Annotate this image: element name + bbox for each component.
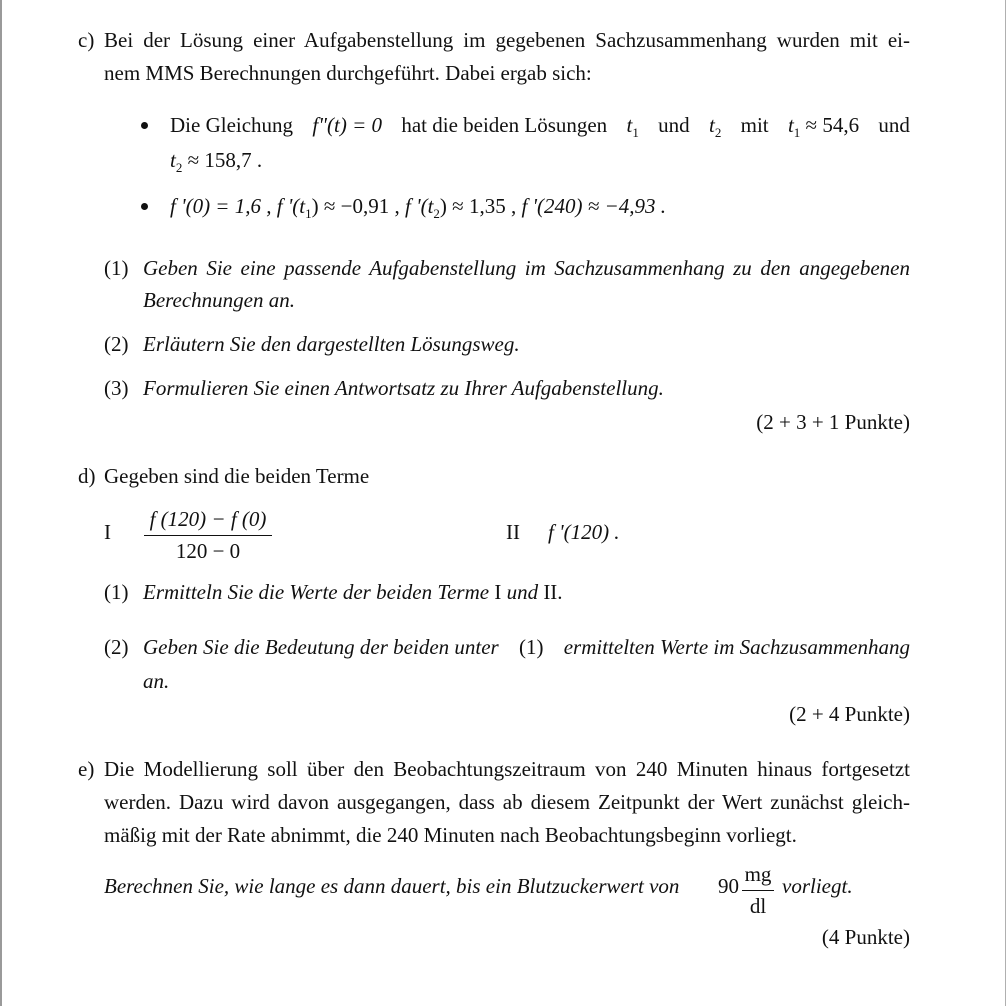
d-task-1-num: (1) xyxy=(104,580,129,604)
d-task-2-line2: an. xyxy=(143,669,170,693)
d-task-1-line: Ermitteln Sie die Werte der beiden Terme I und II. xyxy=(143,580,563,604)
unit-mg-per-dl xyxy=(742,862,774,919)
part-c-intro-line2: nem MMS Berechnungen durchgeführt. Dabei ergab sich: xyxy=(104,61,592,85)
part-e-points: (4 Punkte) xyxy=(821,925,910,949)
c-task-1-line1: Geben Sie eine passende Aufgabenstellung im Sachzusammenhang zu den angegebenen xyxy=(143,256,910,280)
c-task-1-line2: Berechnungen an. xyxy=(143,288,296,312)
term-1-fraction xyxy=(144,507,272,564)
t2-symbol: $t_2$ xyxy=(708,113,722,140)
bullet-2-line: f '(0) = 1,6 , f '$(t_1) \approx -0,91$ , f '$(t_2) \approx 1,35$ , f '(240) ≈ −4,93 . xyxy=(170,194,666,221)
d-task-2-line1: Geben Sie die Bedeutung der beiden unter (1) ermittelten Werte im Sachzusammenhang xyxy=(143,635,910,659)
part-c-points: (2 + 3 + 1 Punkte) xyxy=(756,410,910,434)
unit-numerator: mg xyxy=(744,862,772,886)
bullet-1-line1 xyxy=(170,113,910,140)
d-task-2-num: (2) xyxy=(104,635,129,659)
bullet-1-und-2: und xyxy=(878,113,910,137)
bullet-1-line2: $t_2 \approx 158,7$ . xyxy=(170,148,263,175)
part-d-label: d) xyxy=(78,464,96,488)
bullet-1-und-1: und xyxy=(658,113,690,137)
t1-symbol: $t_1$ xyxy=(626,113,639,140)
e-task-text-b: vorliegt. xyxy=(782,874,853,898)
c-task-3-num: (3) xyxy=(104,376,129,400)
part-e-label: e) xyxy=(78,757,95,781)
c-task-2-num: (2) xyxy=(104,332,129,356)
term-2: f '(120) . xyxy=(548,520,620,544)
bullet-1-text-b: hat die beiden Lösungen xyxy=(401,113,608,137)
term-1-denominator: 120 − 0 xyxy=(144,535,272,564)
c-task-3-line1: Formulieren Sie einen Antwortsatz zu Ihrer Aufgabenstellung. xyxy=(143,376,664,400)
t1-value: $t_1 \approx 54,6$ xyxy=(787,113,860,140)
unit-denominator: dl xyxy=(742,890,774,919)
bullet-2-dot xyxy=(141,203,148,210)
term-2-label: II xyxy=(506,520,520,544)
term-1-numerator: f (120) − f (0) xyxy=(149,507,267,531)
c-task-1-num: (1) xyxy=(104,256,129,280)
e-task-text-a: Berechnen Sie, wie lange es dann dauert, bis ein Blutzuckerwert von xyxy=(104,874,680,898)
e-task-value: 90 xyxy=(718,874,739,898)
part-e-line3: mäßig mit der Rate abnimmt, die 240 Minuten nach Beobachtungsbeginn vorliegt. xyxy=(104,823,797,847)
part-e-line1: Die Modellierung soll über den Beobachtungszeitraum von 240 Minuten hinaus fortgesetzt xyxy=(104,757,910,781)
c-task-2-line1: Erläutern Sie den dargestellten Lösungsweg. xyxy=(143,332,520,356)
part-c-intro-line1: Bei der Lösung einer Aufgabenstellung im gegebenen Sachzusammenhang wurden mit ei- xyxy=(104,28,910,52)
equation-f2-zero: f"(t) = 0 xyxy=(312,113,383,137)
part-e-line2: werden. Dazu wird davon ausgegangen, dass ab diesem Zeitpunkt der Wert zunächst gleich- xyxy=(104,790,910,814)
part-d-points: (2 + 4 Punkte) xyxy=(789,702,910,726)
bullet-1-dot xyxy=(141,122,148,129)
term-1-label: I xyxy=(104,520,111,544)
part-c-label: c) xyxy=(78,28,95,52)
page-border-left xyxy=(0,0,2,1006)
part-d-intro: Gegeben sind die beiden Terme xyxy=(104,464,370,488)
bullet-1-mit: mit xyxy=(740,113,769,137)
bullet-1-text-a: Die Gleichung xyxy=(170,113,294,137)
